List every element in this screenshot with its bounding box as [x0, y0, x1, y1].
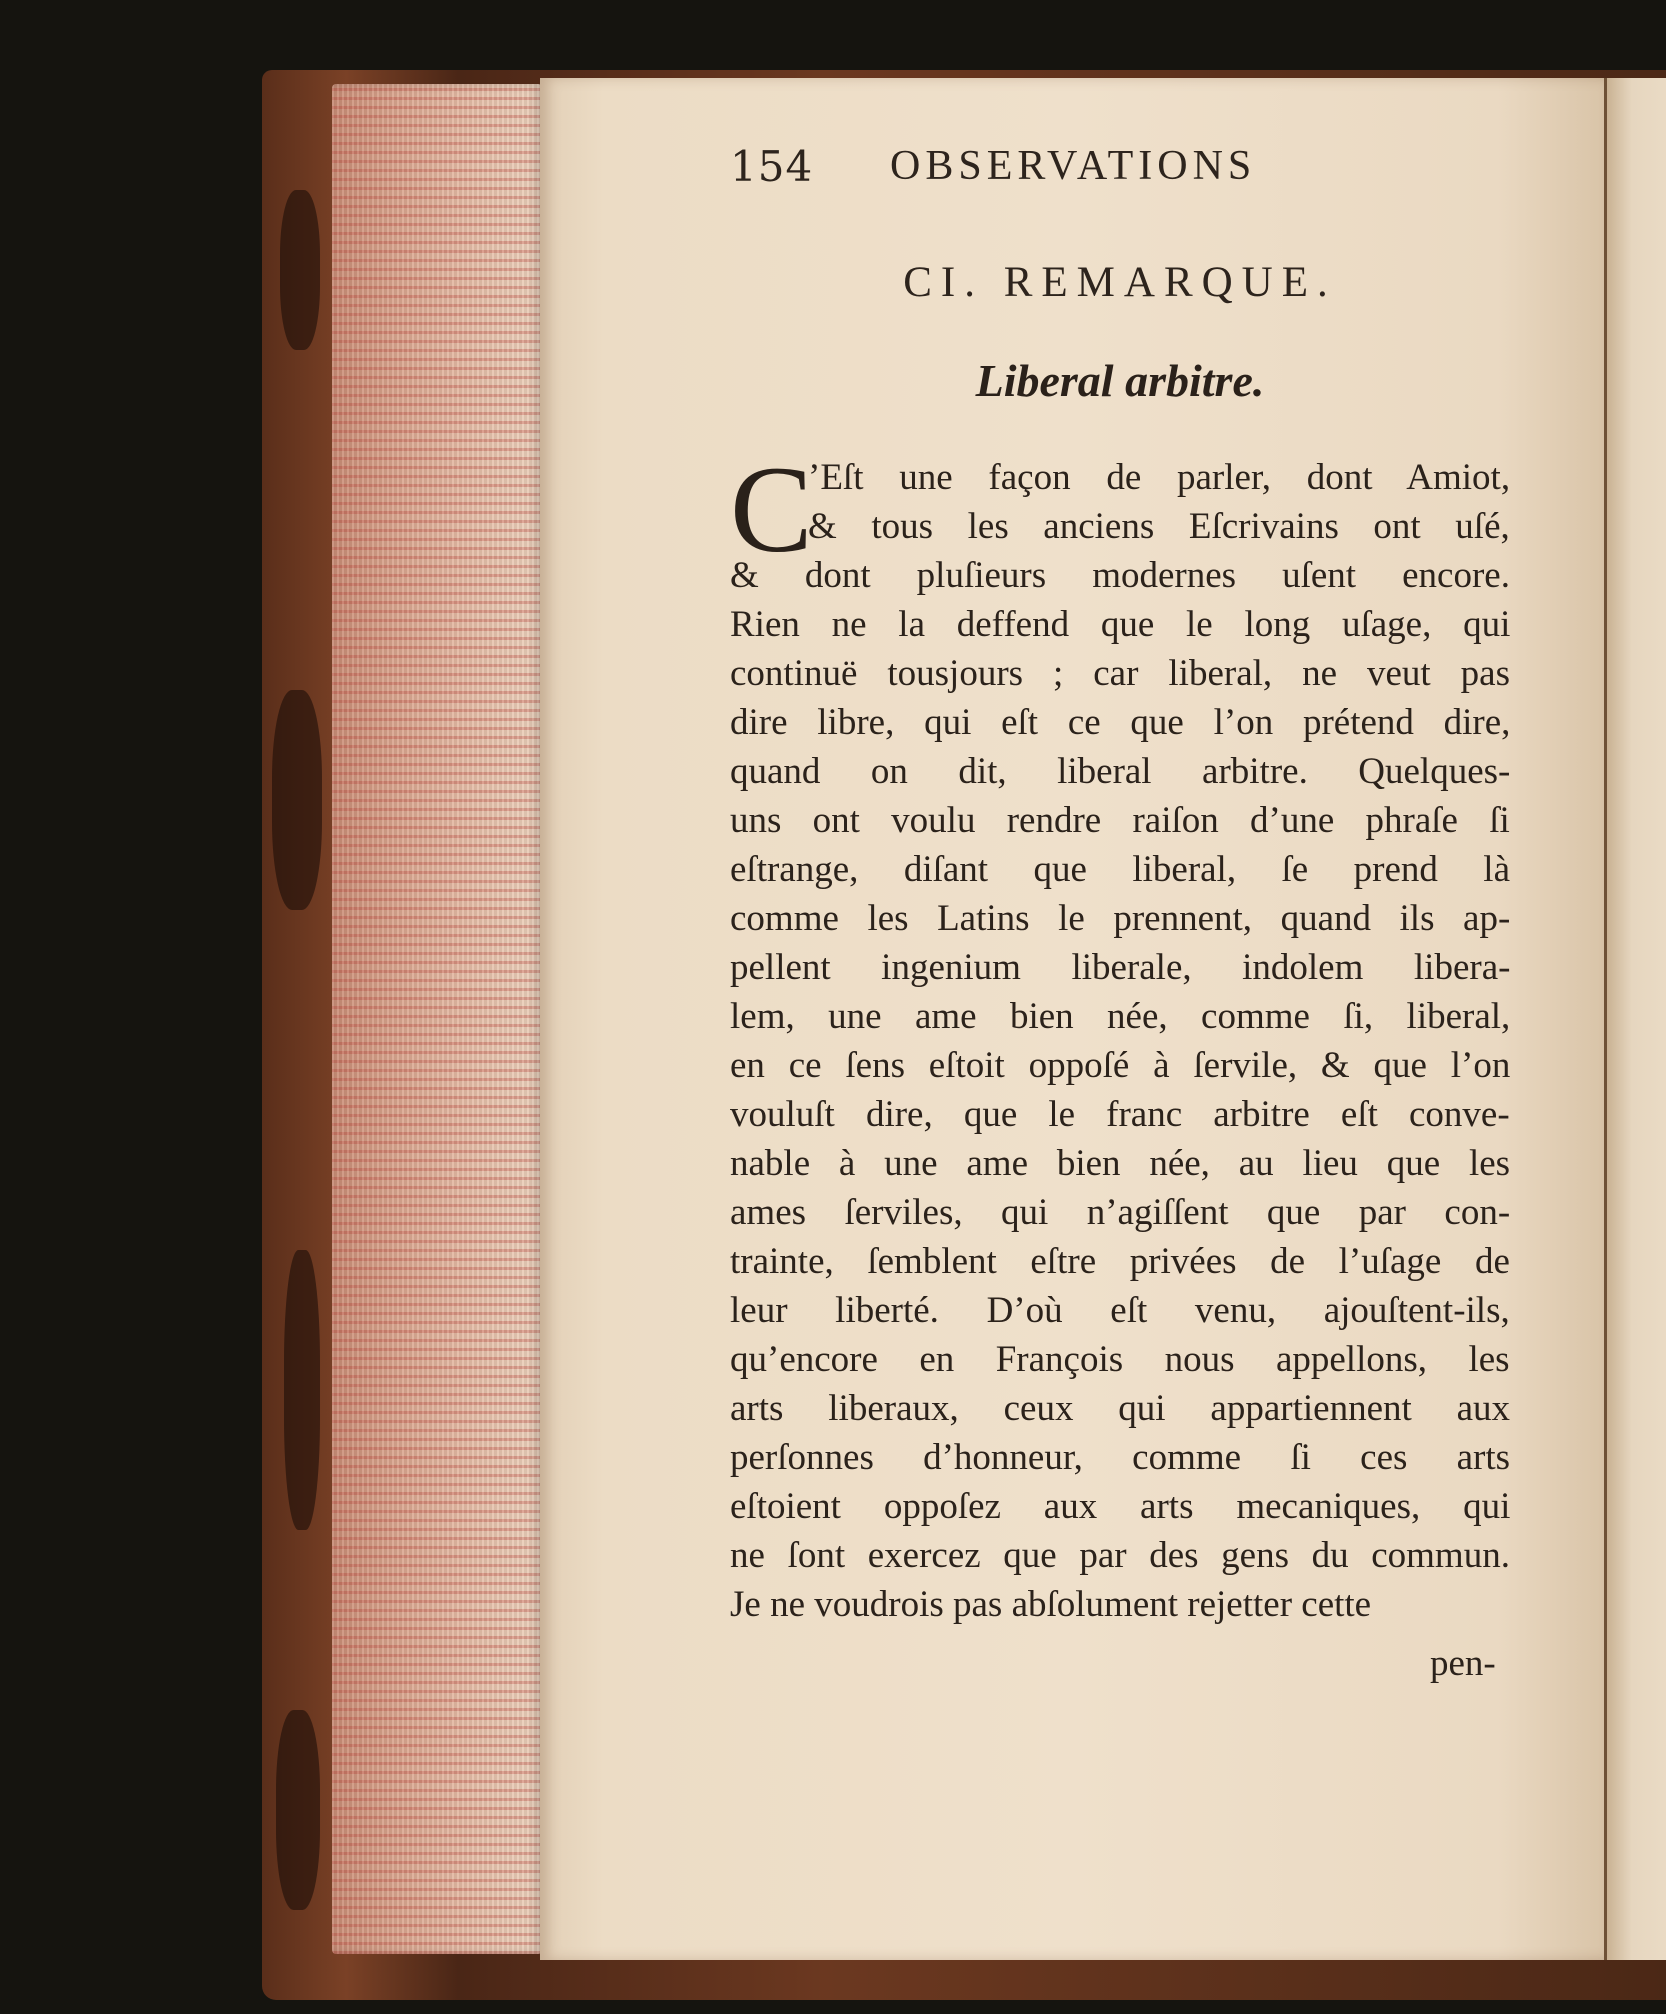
running-title: OBSERVATIONS [890, 143, 1257, 189]
leather-wear-mark [272, 690, 322, 910]
text-line: eſtrange, diſant que liberal, ſe prend là [730, 849, 1510, 890]
text-line: dire libre, qui eſt ce que l’on prétend dire, [730, 702, 1511, 743]
running-head [730, 138, 1510, 198]
leather-wear-mark [276, 1710, 320, 1910]
page-number: 154 [730, 142, 814, 191]
text-line: Je ne voudrois pas abſolument rejetter cette [730, 1584, 1372, 1625]
text-line: eſtoient oppoſez aux arts mecaniques, qui [730, 1486, 1511, 1527]
text-line: ames ſerviles, qui n’agiſſent que par con- [730, 1192, 1511, 1233]
text-line: en ce ſens eſtoit oppoſé à ſervile, & que l’on [730, 1045, 1511, 1086]
text-line: ’Eſt une façon de parler, dont Amiot, [808, 457, 1511, 498]
remark-heading: CI. REMARQUE. [903, 259, 1337, 306]
leather-wear-mark [284, 1250, 320, 1530]
text-line: Rien ne la deffend que le long uſage, qui [730, 604, 1511, 645]
text-line: lem, une ame bien née, comme ſi, liberal, [730, 996, 1511, 1037]
facing-page-edge [1604, 78, 1666, 1960]
text-line: quand on dit, liberal arbitre. Quelques- [730, 751, 1511, 792]
text-line: uns ont voulu rendre raiſon d’une phraſe ſi [730, 800, 1510, 841]
catchword: pen- [1430, 1643, 1496, 1684]
text-line: continuë tousjours ; car liberal, ne veut pas [730, 653, 1510, 694]
text-line: vouluſt dire, que le franc arbitre eſt conve- [730, 1094, 1510, 1135]
text-line: comme les Latins le prennent, quand ils ap- [730, 898, 1511, 939]
text-line: & dont pluſieurs modernes uſent encore. [730, 555, 1510, 596]
text-line: pellent ingenium liberale, indolem libera- [730, 947, 1511, 988]
remark-subject: Liberal arbitre. [975, 355, 1265, 406]
text-line: & tous les anciens Eſcrivains ont uſé, [808, 506, 1510, 547]
text-line: perſonnes d’honneur, comme ſi ces arts [730, 1437, 1511, 1478]
text-line: trainte, ſemblent eſtre privées de l’uſage de [730, 1241, 1510, 1282]
page-edges [332, 84, 542, 1954]
leather-wear-mark [280, 190, 320, 350]
text-line: ne ſont exercez que par des gens du commun. [730, 1535, 1510, 1576]
text-line: leur liberté. D’où eſt venu, ajouſtent-ils, [730, 1290, 1510, 1331]
text-line: arts liberaux, ceux qui appartiennent aux [730, 1388, 1511, 1429]
text-line: nable à une ame bien née, au lieu que les [730, 1143, 1511, 1184]
drop-cap: C [730, 441, 813, 578]
text-line: qu’encore en François nous appellons, les [730, 1339, 1510, 1380]
